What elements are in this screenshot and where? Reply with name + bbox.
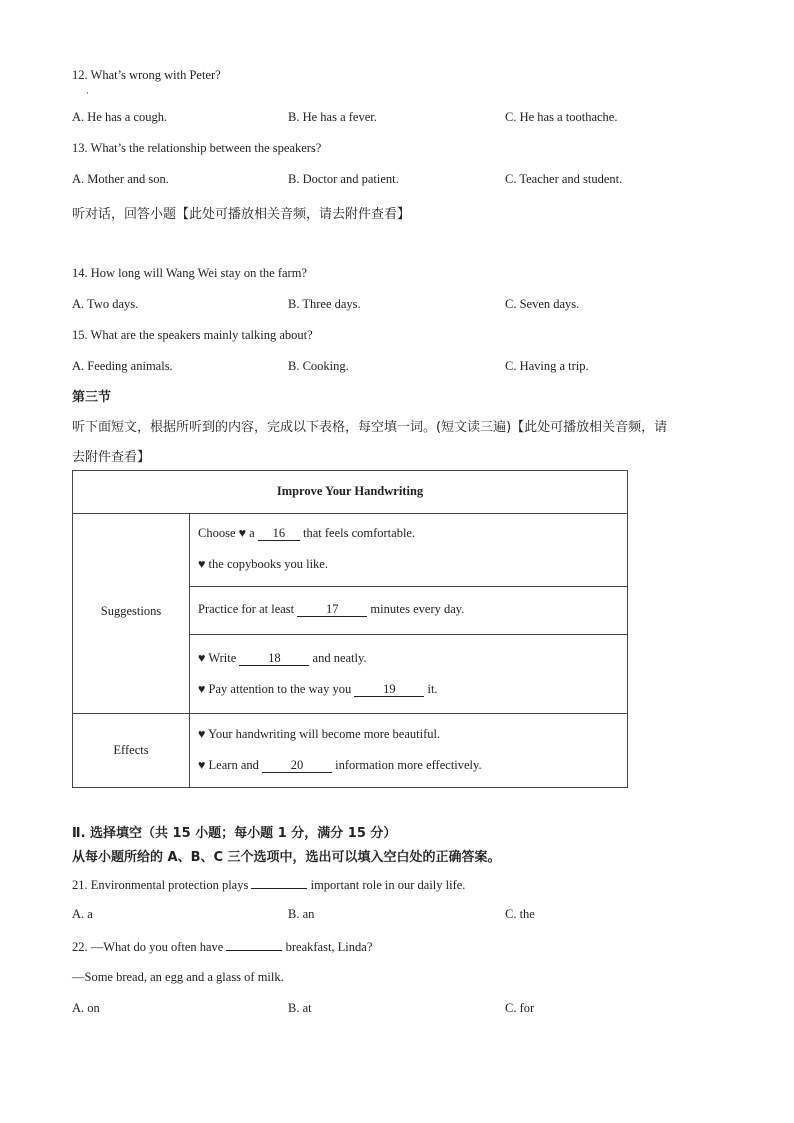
- part2-heading: Ⅱ. 选择填空（共 15 小题；每小题 1 分，满分 15 分）: [72, 826, 397, 841]
- text: minutes every day.: [370, 602, 465, 616]
- table-divider: [189, 586, 627, 587]
- section-title: 第三节: [72, 390, 112, 405]
- question-22-reply: —Some bread, an egg and a glass of milk.: [72, 970, 284, 984]
- text: breakfast, Linda?: [285, 940, 373, 954]
- option-b: B. an: [288, 907, 315, 921]
- option-b: B. Doctor and patient.: [288, 172, 399, 186]
- options-22: [72, 1001, 732, 1019]
- options-15: [72, 359, 732, 377]
- text: information more effectively.: [335, 758, 482, 772]
- option-c: C. the: [505, 907, 535, 921]
- option-c: C. He has a toothache.: [505, 110, 618, 124]
- option-a: A. on: [72, 1001, 100, 1015]
- question-14: 14. How long will Wang Wei stay on the farm?: [72, 266, 307, 280]
- text: Practice for at least: [198, 602, 295, 616]
- options-14: [72, 297, 732, 315]
- option-c: C. for: [505, 1001, 535, 1015]
- options-12: [72, 110, 732, 128]
- listen-instruction: 听对话，回答小题【此处可播放相关音频，请去附件查看】: [72, 207, 411, 222]
- text: and neatly.: [312, 651, 367, 665]
- text: ♥ Write: [198, 651, 237, 665]
- suggestion-practice: [198, 602, 464, 617]
- dot-mark: ·: [86, 88, 89, 98]
- option-b: B. Three days.: [288, 297, 361, 311]
- table-title: Improve Your Handwriting: [276, 484, 424, 498]
- table-divider: [189, 513, 190, 787]
- table-divider: [73, 513, 627, 514]
- option-a: A. Feeding animals.: [72, 359, 173, 373]
- blank-19: 19: [354, 683, 424, 697]
- effect-learn: [198, 758, 482, 773]
- option-b: B. He has a fever.: [288, 110, 377, 124]
- options-21: [72, 907, 732, 925]
- blank-16: 16: [258, 527, 300, 541]
- answer-blank: [251, 876, 307, 889]
- blank-17: 17: [297, 603, 367, 617]
- effects-label: Effects: [113, 743, 149, 757]
- part2-instruction: 从每小题所给的 A、B、C 三个选项中，选出可以填入空白处的正确答案。: [72, 850, 501, 865]
- question-22: [72, 938, 372, 955]
- question-15: 15. What are the speakers mainly talking about?: [72, 328, 313, 342]
- text: ♥ Learn and: [198, 758, 259, 772]
- suggestion-write: [198, 651, 367, 666]
- question-21: [72, 876, 465, 893]
- option-a: A. Mother and son.: [72, 172, 169, 186]
- effect-beautiful: ♥ Your handwriting will become more beautiful.: [198, 727, 441, 741]
- blank-18: 18: [239, 652, 309, 666]
- option-b: B. at: [288, 1001, 312, 1015]
- answer-blank: [226, 938, 282, 951]
- text: it.: [427, 682, 438, 696]
- option-c: C. Seven days.: [505, 297, 580, 311]
- suggestion-copybooks: ♥ the copybooks you like.: [198, 557, 328, 571]
- text: that feels comfortable.: [302, 526, 416, 540]
- text: 21. Environmental protection plays: [72, 878, 249, 892]
- option-a: A. Two days.: [72, 297, 139, 311]
- table-divider: [189, 634, 627, 635]
- text: Choose ♥ a: [198, 526, 255, 540]
- suggestions-label: Suggestions: [100, 604, 162, 618]
- table-divider: [73, 713, 627, 714]
- text: ♥ Pay attention to the way you: [198, 682, 352, 696]
- option-c: C. Teacher and student.: [505, 172, 623, 186]
- text: 22. —What do you often have: [72, 940, 224, 954]
- section-instruction-line2: 去附件查看】: [72, 450, 151, 465]
- blank-20: 20: [262, 759, 332, 773]
- question-12: 12. What’s wrong with Peter?: [72, 68, 221, 82]
- options-13: [72, 172, 732, 190]
- option-a: A. He has a cough.: [72, 110, 168, 124]
- option-c: C. Having a trip.: [505, 359, 589, 373]
- section-instruction-line1: 听下面短文，根据所听到的内容，完成以下表格，每空填一词。(短文读三遍)【此处可播放相关音频，请: [72, 420, 668, 435]
- text: important role in our daily life.: [310, 878, 466, 892]
- suggestion-choose: [198, 526, 415, 541]
- handwriting-table: [72, 470, 628, 788]
- question-13: 13. What’s the relationship between the speakers?: [72, 141, 322, 155]
- option-a: A. a: [72, 907, 93, 921]
- option-b: B. Cooking.: [288, 359, 349, 373]
- suggestion-attention: [198, 682, 438, 697]
